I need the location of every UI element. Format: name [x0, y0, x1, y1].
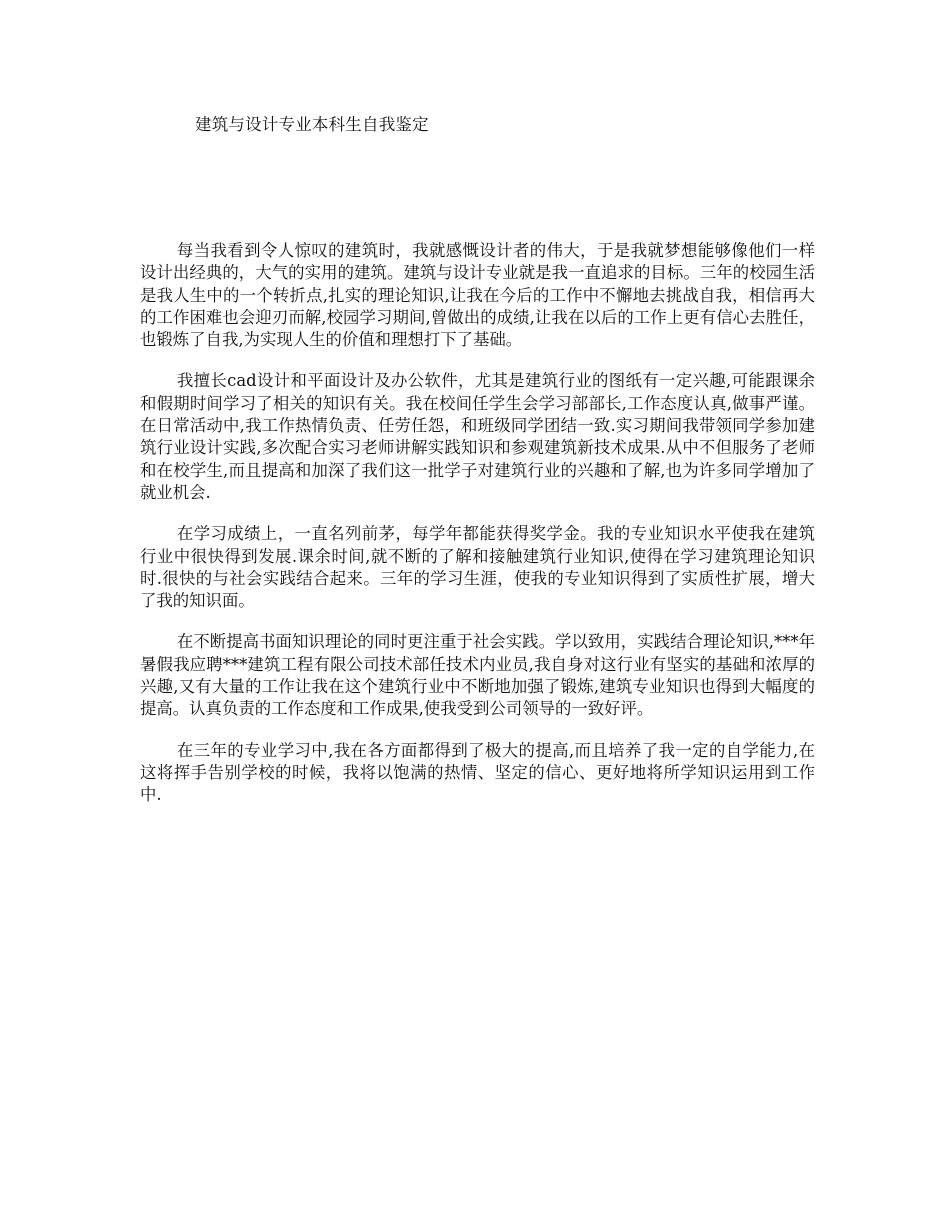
paragraph-5: 在三年的专业学习中,我在各方面都得到了极大的提高,而且培养了我一定的自学能力,在这将挥手告别学校的时候，我将以饱满的热情、坚定的信心、更好地将所学知识运用到工作中. — [140, 740, 815, 805]
paragraph-3: 在学习成绩上，一直名列前茅，每学年都能获得奖学金。我的专业知识水平使我在建筑行业中很快得到发展.课余时间,就不断的了解和接触建筑行业知识,使得在学习建筑理论知识时.很快的与社会实践结合起来。三年的学习生涯，使我的专业知识得到了实质性扩展，增大了我的知识面。 — [140, 524, 815, 611]
paragraph-2: 我擅长cad设计和平面设计及办公软件，尤其是建筑行业的图纸有一定兴趣,可能跟课余和假期时间学习了相关的知识有关。我在校间任学生会学习部部长,工作态度认真,做事严谨。在日常活动中,我工作热情负责、任劳任怨，和班级同学团结一致.实习期间我带领同学参加建筑行业设计实践,多次配合实习老师讲解实践知识和参观建筑新技术成果.从中不但服务了老师和在校学生,而且提高和加深了我们这一批学子对建筑行业的兴趣和了解,也为许多同学增加了就业机会. — [140, 371, 815, 502]
document-body — [140, 240, 815, 826]
document-title: 建筑与设计专业本科生自我鉴定 — [195, 115, 429, 134]
paragraph-1: 每当我看到令人惊叹的建筑时，我就感慨设计者的伟大，于是我就梦想能够像他们一样设计出经典的，大气的实用的建筑。建筑与设计专业就是我一直追求的目标。三年的校园生活是我人生中的一个转折点,扎实的理论知识,让我在今后的工作中不懈地去挑战自我，相信再大的工作困难也会迎刃而解,校园学习期间,曾做出的成绩,让我在以后的工作上更有信心去胜任，也锻炼了自我,为实现人生的价值和理想打下了基础。 — [140, 241, 815, 350]
paragraph-4: 在不断提高书面知识理论的同时更注重于社会实践。学以致用，实践结合理论知识,***年暑假我应聘***建筑工程有限公司技术部任技术内业员,我自身对这行业有坚实的基础和浓厚的兴趣,又有大量的工作让我在这个建筑行业中不断地加强了锻炼,建筑专业知识也得到大幅度的提高。认真负责的工作态度和工作成果,使我受到公司领导的一致好评。 — [140, 632, 815, 719]
